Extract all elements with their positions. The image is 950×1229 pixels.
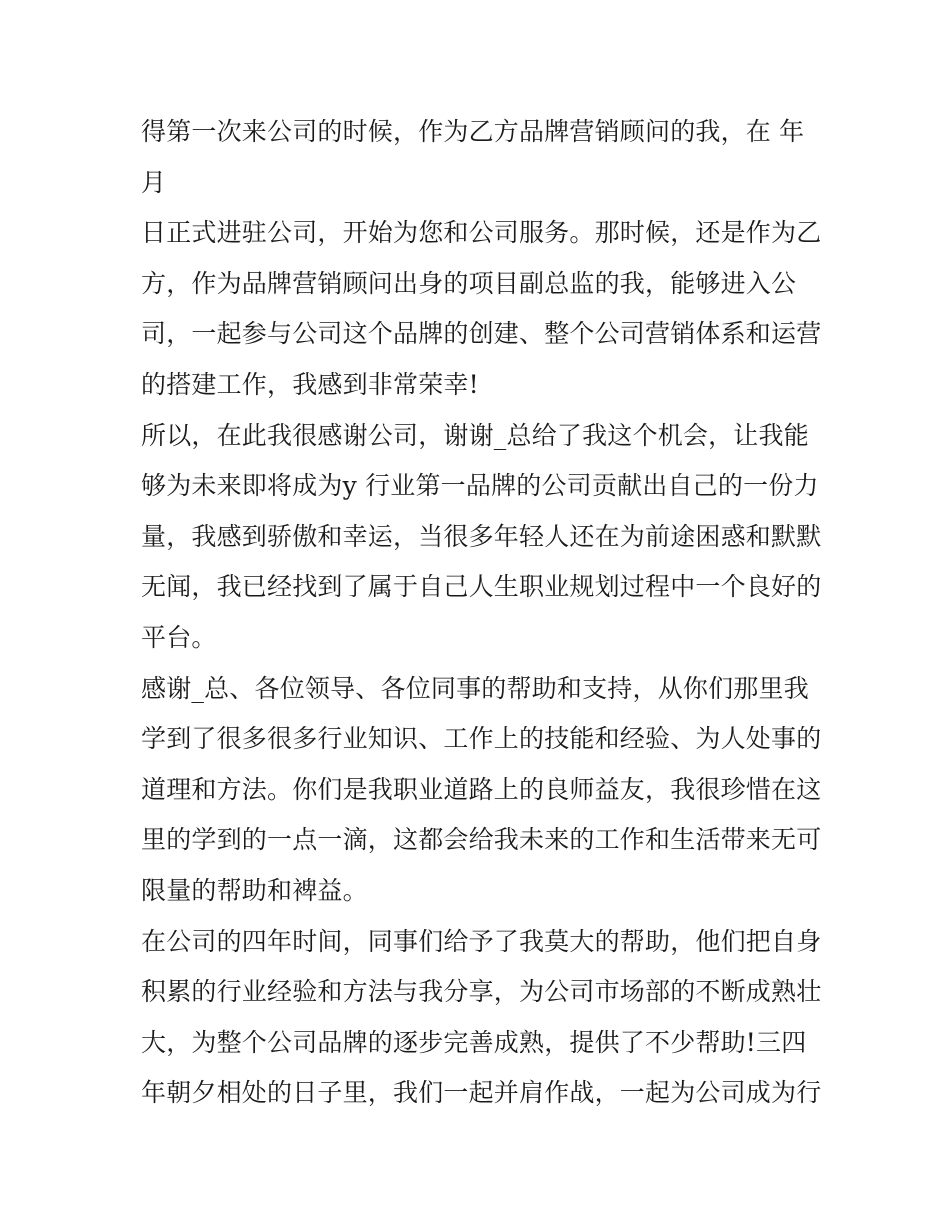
text-line: 大，为整个公司品牌的逐步完善成熟，提供了不少帮助!三四 xyxy=(141,1027,807,1057)
text-line: 学到了很多很多行业知识、工作上的技能和经验、为人处事的 xyxy=(141,724,821,754)
text-line: 限量的帮助和裨益。 xyxy=(141,875,368,905)
text-line: 司，一起参与公司这个品牌的创建、整个公司营销体系和运营 xyxy=(141,319,821,349)
text-line: 道理和方法。你们是我职业道路上的良师益友，我很珍惜在这 xyxy=(141,774,821,804)
text-line: 方，作为品牌营销顾问出身的项目副总监的我，能够进入公 xyxy=(141,268,797,298)
text-line: 感谢_总、各位领导、各位同事的帮助和支持，从你们那里我 xyxy=(141,673,809,703)
text-line: 够为未来即将成为y 行业第一品牌的公司贡献出自己的一份力 xyxy=(141,471,819,501)
text-line: 日正式进驻公司，开始为您和公司服务。那时候，还是作为乙 xyxy=(141,218,821,248)
text-line: 积累的行业经验和方法与我分享，为公司市场部的不断成熟壮 xyxy=(141,977,821,1007)
text-line: 年朝夕相处的日子里，我们一起并肩作战，一起为公司成为行 xyxy=(141,1078,821,1108)
text-line: 所以，在此我很感谢公司，谢谢_总给了我这个机会，让我能 xyxy=(141,420,809,450)
text-line: 平台。 xyxy=(141,622,217,652)
text-line: 月 xyxy=(141,167,167,197)
text-line: 得第一次来公司的时候，作为乙方品牌营销顾问的我，在 年 xyxy=(141,117,805,146)
text-line: 里的学到的一点一滴，这都会给我未来的工作和生活带来无可 xyxy=(141,825,821,855)
text-line: 在公司的四年时间，同事们给予了我莫大的帮助，他们把自身 xyxy=(141,926,821,956)
document-body xyxy=(141,107,821,1119)
text-line: 的搭建工作，我感到非常荣幸! xyxy=(141,369,479,399)
text-line: 无闻，我已经找到了属于自己人生职业规划过程中一个良好的 xyxy=(141,572,821,602)
text-line: 量，我感到骄傲和幸运，当很多年轻人还在为前途困惑和默默 xyxy=(141,521,821,551)
